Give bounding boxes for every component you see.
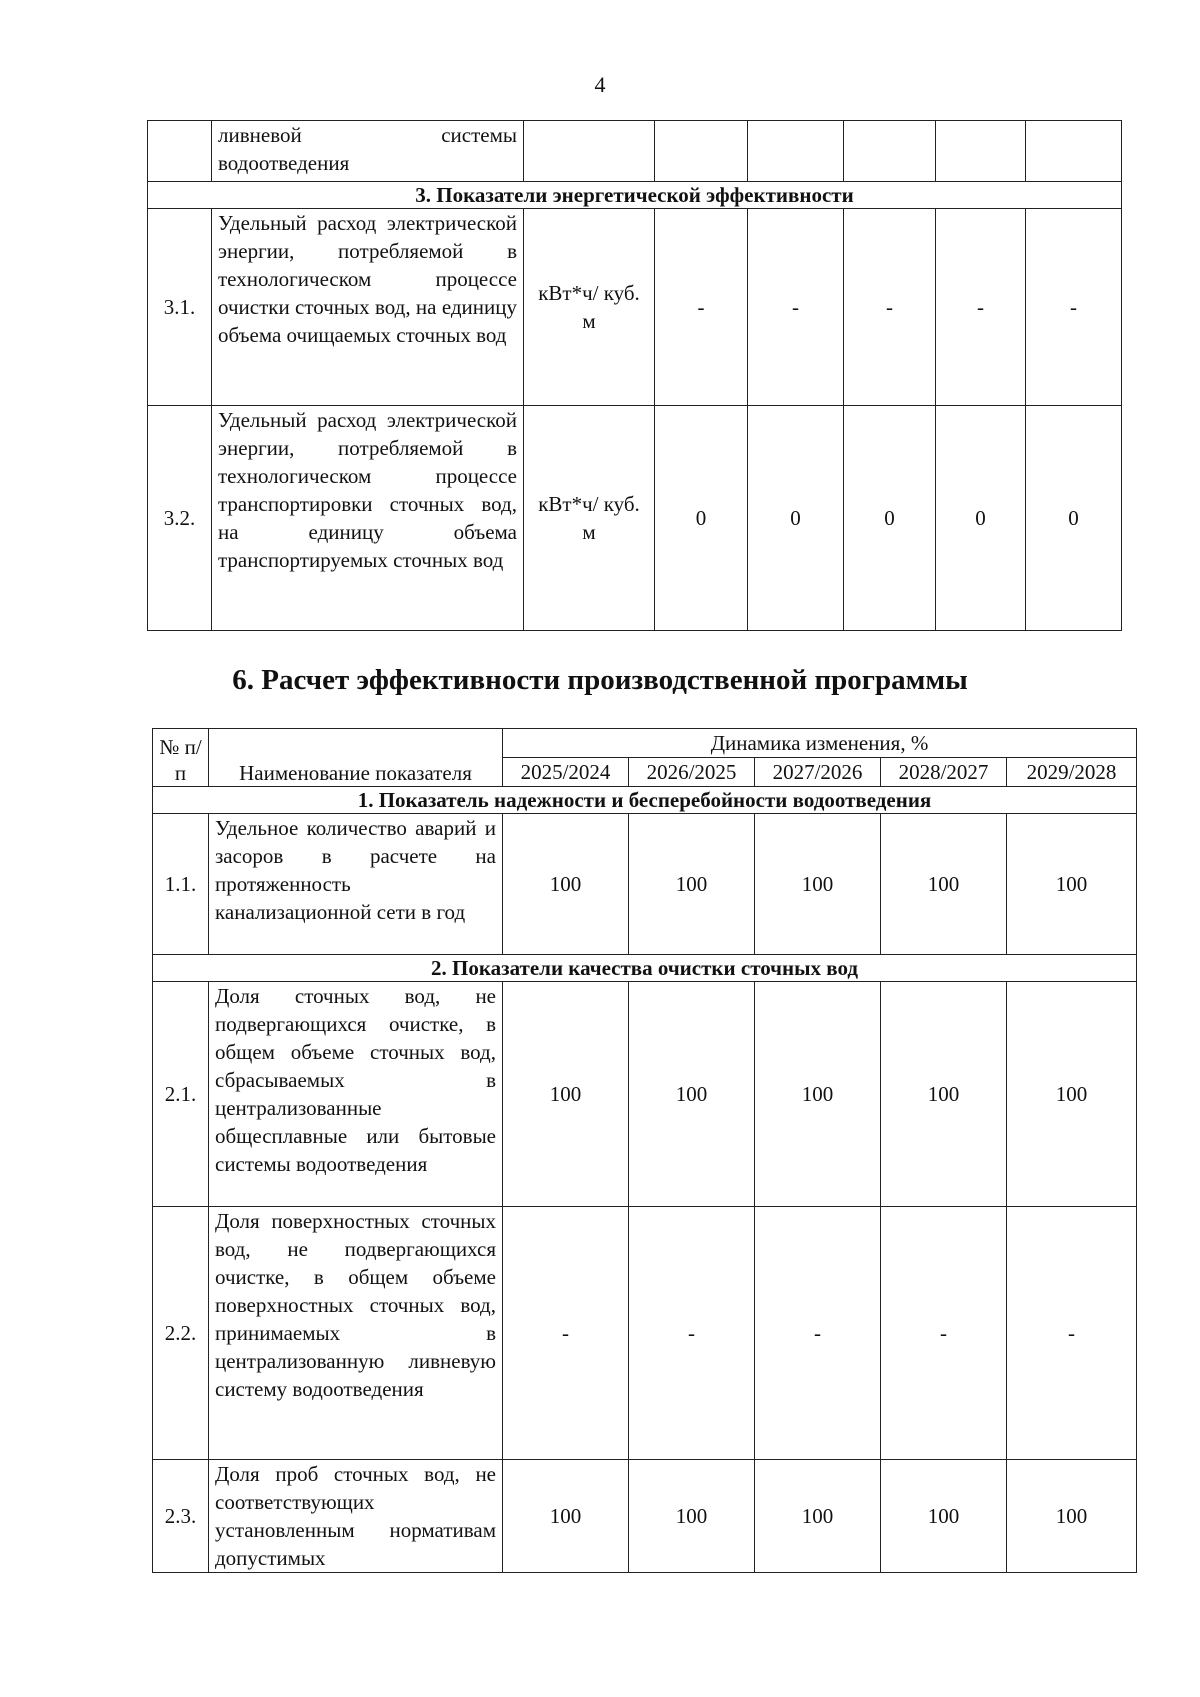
value-cell: - <box>1007 1207 1137 1460</box>
value-cell: 100 <box>503 982 629 1207</box>
indicator-name-cell: Удельный расход электрической энергии, потребляемой в технологическом процессе транспортировки сточных вод, на единицу объема транспортируемых сточных вод <box>212 406 524 631</box>
value-cell: 100 <box>503 1460 629 1573</box>
section-title: 2. Показатели качества очистки сточных вод <box>153 955 1137 982</box>
value-cell: 100 <box>755 982 881 1207</box>
column-header-year: 2026/2025 <box>629 758 755 787</box>
value-cell: 100 <box>629 814 755 955</box>
table-header-row <box>153 729 1137 758</box>
indicator-name-cell: Доля поверхностных сточных вод, не подвергающихся очистке, в общем объеме поверхностных сточных вод, принимаемых в централизованную ливневую систему водоотведения <box>209 1207 503 1460</box>
row-number-cell: 2.1. <box>153 982 209 1207</box>
row-number-cell: 3.2. <box>148 406 212 631</box>
unit-cell: кВт*ч/ куб. м <box>524 209 655 406</box>
row-number-cell: 1.1. <box>153 814 209 955</box>
value-cell: 100 <box>881 1460 1007 1573</box>
value-cell: - <box>503 1207 629 1460</box>
section-header-row <box>153 955 1137 982</box>
indicator-name-cell: Доля сточных вод, не подвергающихся очистке, в общем объеме сточных вод, сбрасываемых в централизованные общесплавные или бытовые системы водоотведения <box>209 982 503 1207</box>
value-cell: 100 <box>881 982 1007 1207</box>
row-number-cell <box>148 121 212 182</box>
table-row <box>153 982 1137 1207</box>
value-cell: 100 <box>755 814 881 955</box>
row-number-cell: 2.2. <box>153 1207 209 1460</box>
unit-cell <box>524 121 655 182</box>
column-header-year: 2025/2024 <box>503 758 629 787</box>
value-cell: - <box>629 1207 755 1460</box>
value-cell: 0 <box>748 406 844 631</box>
table-row <box>153 1207 1137 1460</box>
value-cell: 100 <box>1007 814 1137 955</box>
value-cell <box>844 121 936 182</box>
value-cell: - <box>748 209 844 406</box>
column-header-dynamics: Динамика изменения, % <box>503 729 1137 758</box>
value-cell: 100 <box>1007 982 1137 1207</box>
value-cell: 0 <box>936 406 1026 631</box>
column-header-year: 2029/2028 <box>1007 758 1137 787</box>
indicator-name-cell: Удельный расход электрической энергии, потребляемой в технологическом процессе очистки сточных вод, на единицу объема очищаемых сточных вод <box>212 209 524 406</box>
value-cell: 0 <box>655 406 748 631</box>
section-title: 1. Показатель надежности и бесперебойности водоотведения <box>153 787 1137 814</box>
table-row <box>148 209 1122 406</box>
section-header-row <box>153 787 1137 814</box>
value-cell: 0 <box>1026 406 1122 631</box>
section-header-row <box>148 182 1122 209</box>
value-cell <box>655 121 748 182</box>
section-title: 3. Показатели энергетической эффективности <box>148 182 1122 209</box>
value-cell: - <box>655 209 748 406</box>
section-heading: 6. Расчет эффективности производственной программы <box>232 664 968 696</box>
indicator-name-cell: Доля проб сточных вод, не соответствующих установленным нормативам допустимых <box>209 1460 503 1573</box>
efficiency-dynamics-table <box>152 728 1137 1573</box>
row-number-cell: 2.3. <box>153 1460 209 1573</box>
value-cell <box>936 121 1026 182</box>
value-cell <box>748 121 844 182</box>
value-cell: 100 <box>503 814 629 955</box>
indicator-name-cell: ливневой системы водоотведения <box>212 121 524 182</box>
row-number-cell: 3.1. <box>148 209 212 406</box>
column-header-year: 2027/2026 <box>755 758 881 787</box>
column-header-year: 2028/2027 <box>881 758 1007 787</box>
unit-cell: кВт*ч/ куб. м <box>524 406 655 631</box>
value-cell: 0 <box>844 406 936 631</box>
value-cell: 100 <box>755 1460 881 1573</box>
column-header-name: Наименование показателя <box>209 729 503 787</box>
value-cell: 100 <box>629 1460 755 1573</box>
page-number: 4 <box>594 72 606 97</box>
energy-efficiency-table <box>147 120 1122 631</box>
column-header-number: № п/п <box>153 729 209 787</box>
value-cell: - <box>1026 209 1122 406</box>
value-cell: - <box>844 209 936 406</box>
value-cell: 100 <box>881 814 1007 955</box>
value-cell: - <box>881 1207 1007 1460</box>
value-cell: - <box>936 209 1026 406</box>
value-cell <box>1026 121 1122 182</box>
indicator-name-cell: Удельное количество аварий и засоров в расчете на протяженность канализационной сети в год <box>209 814 503 955</box>
table-row <box>148 121 1122 182</box>
table-row <box>148 406 1122 631</box>
value-cell: 100 <box>1007 1460 1137 1573</box>
value-cell: 100 <box>629 982 755 1207</box>
table-row <box>153 1460 1137 1573</box>
value-cell: - <box>755 1207 881 1460</box>
table-row <box>153 814 1137 955</box>
